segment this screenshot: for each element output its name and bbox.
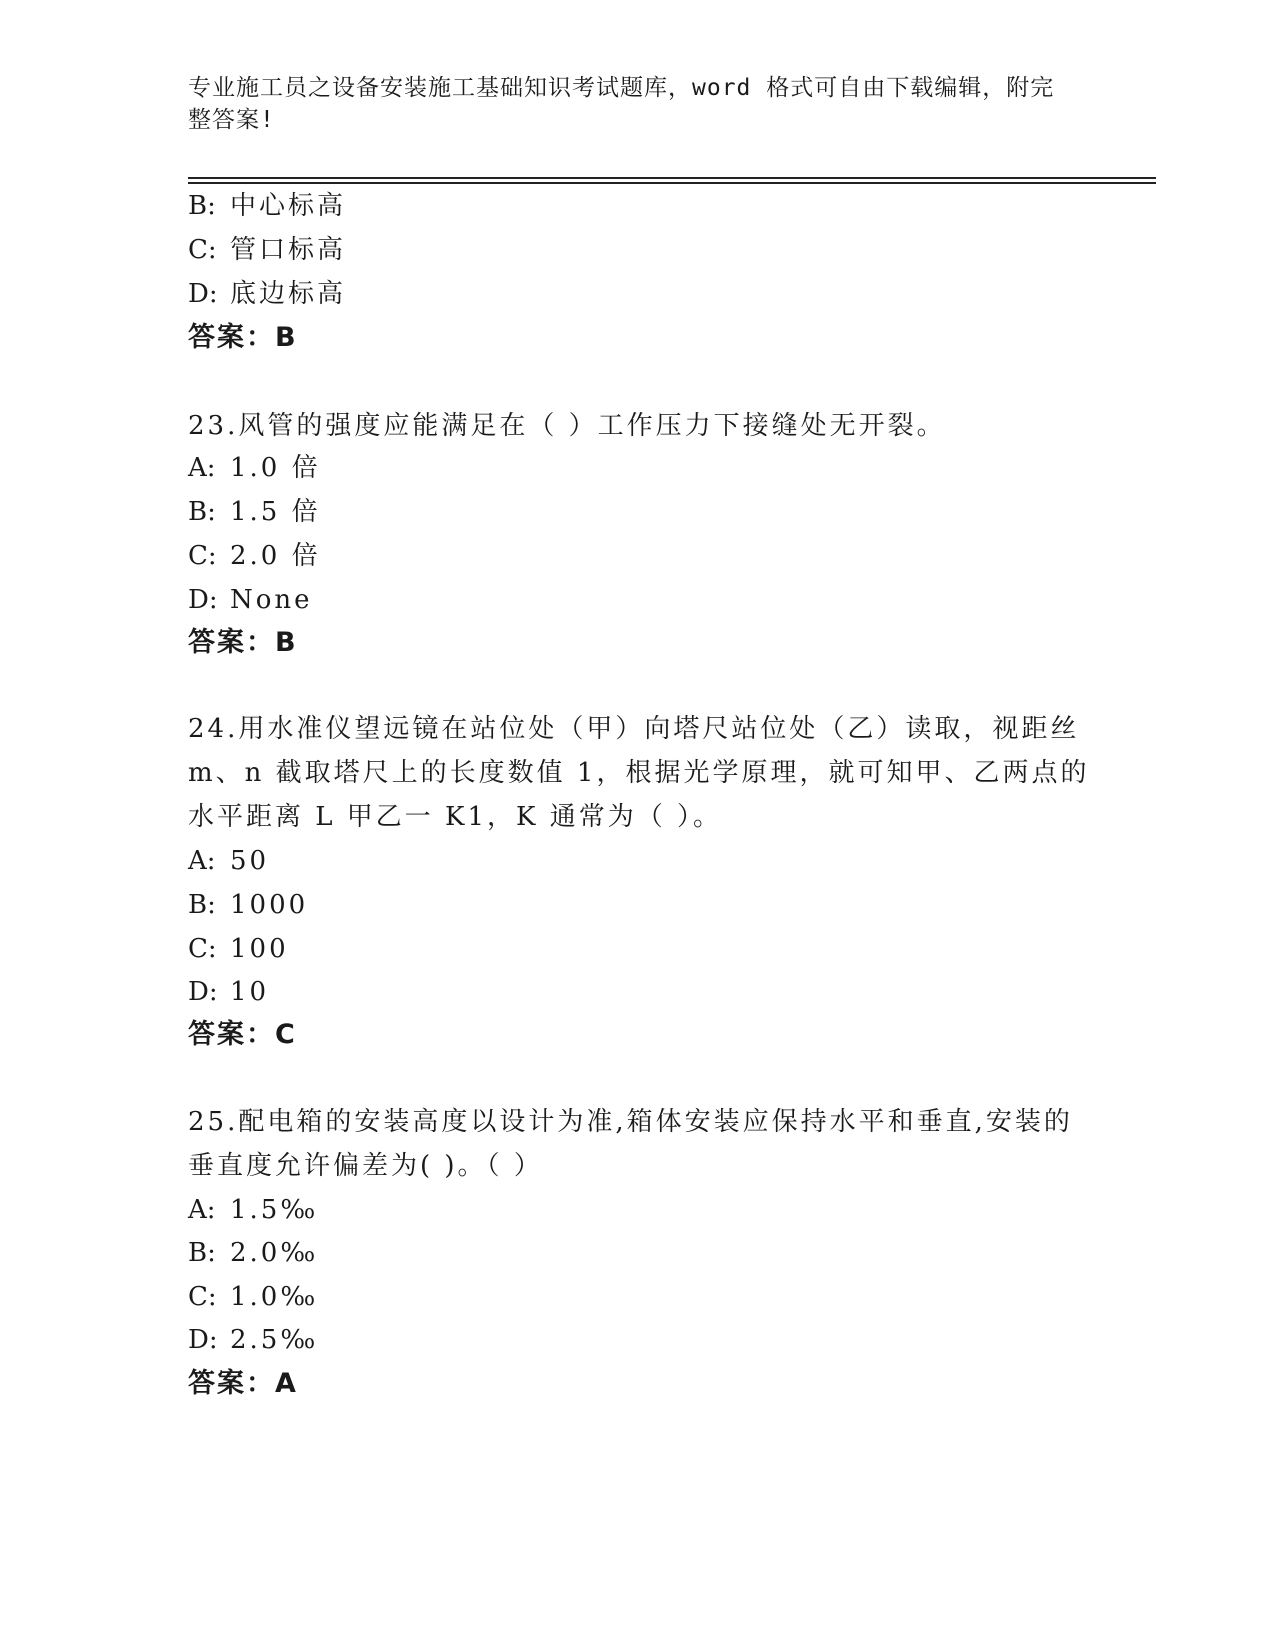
q25-option-a: A: 1.5‰: [188, 1195, 319, 1225]
q25-option-b: B: 2.0‰: [188, 1238, 319, 1268]
q25-stem-line-1: 25.配电箱的安装高度以设计为准,箱体安装应保持水平和垂直,安装的: [188, 1107, 1073, 1137]
q22-option-c: C: 管口标高: [188, 235, 347, 265]
q24-stem-line-3: 水平距离 L 甲乙一 K1，K 通常为（ ）。: [188, 802, 722, 832]
document-header: [188, 72, 1068, 136]
q23-option-c: C: 2.0 倍: [188, 541, 321, 571]
q25-answer: 答案：A: [188, 1368, 298, 1399]
q23-option-b: B: 1.5 倍: [188, 497, 321, 527]
header-divider-top: [188, 177, 1156, 179]
header-line-1: 专业施工员之设备安装施工基础知识考试题库，word 格式可自由下载编辑，附完: [188, 75, 1055, 101]
q23-option-d: D: None: [188, 585, 313, 615]
q24-stem-line-1: 24.用水准仪望远镜在站位处（甲）向塔尺站位处（乙）读取，视距丝: [188, 714, 1080, 744]
q24-option-c: C: 100: [188, 934, 289, 964]
q22-option-d: D: 底边标高: [188, 279, 347, 309]
q24-option-a: A: 50: [188, 846, 270, 876]
q25-option-c: C: 1.0‰: [188, 1282, 319, 1312]
q25-option-d: D: 2.5‰: [188, 1325, 319, 1355]
q23-answer: 答案：B: [188, 627, 298, 658]
header-divider-bottom: [188, 182, 1156, 184]
header-line-2: 整答案!: [188, 107, 275, 133]
q24-option-d: D: 10: [188, 977, 270, 1007]
q23-stem: 23.风管的强度应能满足在（ ）工作压力下接缝处无开裂。: [188, 411, 946, 441]
q24-answer: 答案：C: [188, 1019, 297, 1050]
q25-stem-line-2: 垂直度允许偏差为( )。（ ）: [188, 1151, 543, 1181]
q22-answer: 答案：B: [188, 322, 298, 353]
q23-option-a: A: 1.0 倍: [188, 453, 321, 483]
q24-option-b: B: 1000: [188, 890, 309, 920]
q22-option-b: B: 中心标高: [188, 191, 347, 221]
q24-stem-line-2: m、n 截取塔尺上的长度数值 1，根据光学原理，就可知甲、乙两点的: [188, 758, 1090, 788]
